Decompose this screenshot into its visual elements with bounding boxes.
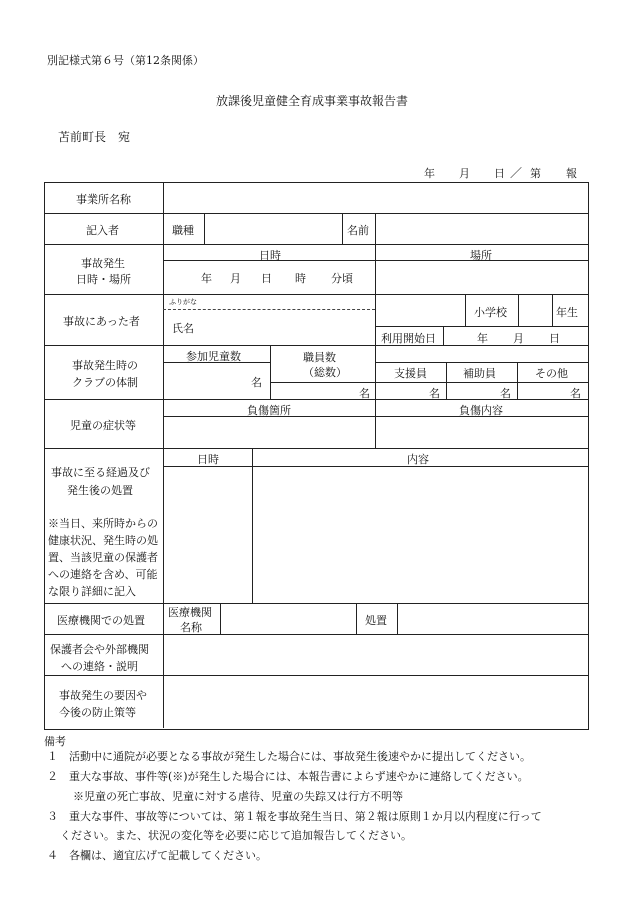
process-label-1: 事故に至る経過及び [51, 466, 150, 479]
datetime-head: 日時 [259, 249, 281, 262]
report-hou: 報 [566, 167, 577, 180]
causes-label-2: 今後の防止策等 [59, 706, 136, 719]
date-slash: ／ [510, 166, 523, 180]
row-sep [44, 294, 588, 295]
process-note-4: への連絡を含め、可能 [48, 568, 158, 581]
incident-month: 月 [230, 272, 241, 285]
col-sep [518, 294, 519, 326]
guardian-label-2: への連絡・説明 [61, 660, 138, 673]
medical-label: 医療機関での処置 [57, 614, 145, 627]
process-content-head: 内容 [407, 453, 429, 466]
row-sep [44, 603, 588, 604]
date-month: 月 [459, 167, 470, 180]
note-2-detail: ※児童の死亡事故、児童に対する虐待、児童の失踪又は行方不明等 [73, 790, 403, 803]
col-sep [220, 603, 221, 634]
furigana-label: ふりがな [169, 298, 197, 306]
symptoms-label: 児童の症状等 [70, 419, 136, 432]
incident-day: 日 [261, 272, 272, 285]
row-sep [44, 675, 588, 676]
row-sep [44, 213, 588, 214]
row-sep [44, 244, 588, 245]
form-title: 放課後児童健全育成事業事故報告書 [216, 94, 409, 108]
reporter-name-field[interactable] [377, 215, 585, 242]
col-sep [517, 362, 518, 399]
sub-row-sep [163, 466, 588, 467]
medical-institution-label-1: 医療機関 [168, 606, 212, 619]
process-content-field[interactable] [254, 468, 585, 601]
sub-row-sep [375, 362, 588, 363]
date-year: 年 [424, 167, 435, 180]
date-day: 日 [494, 167, 505, 180]
treatment-label: 処置 [365, 614, 387, 627]
start-month: 月 [513, 332, 524, 345]
reporter-role-field[interactable] [206, 215, 340, 242]
col-sep [446, 362, 447, 399]
guardian-contact-field[interactable] [165, 636, 585, 673]
col-sep [552, 294, 553, 326]
process-note-2: 健康状況、発生時の処 [48, 534, 158, 547]
injury-area-field[interactable] [165, 418, 373, 446]
process-datetime-field[interactable] [165, 468, 250, 601]
process-label-2: 発生後の処置 [67, 484, 133, 497]
child-name-label: 氏名 [172, 322, 194, 335]
col-sep [375, 345, 376, 399]
process-note-5: な限り詳細に記入 [48, 585, 136, 598]
col-sep [204, 213, 205, 244]
note-4: ４ 各欄は、適宜広げて記載してください。 [47, 849, 267, 862]
medical-institution-field[interactable] [222, 605, 354, 632]
sub-row-sep [375, 326, 588, 327]
office-name-field[interactable] [165, 184, 585, 212]
note-3: ３ 重大な事件、事故等については、第１報を事故発生当日、第２報は原則１か月以内程度に行って [47, 810, 542, 823]
furigana-divider [163, 309, 375, 310]
causes-field[interactable] [165, 677, 585, 726]
col-sep [397, 603, 398, 634]
school-field[interactable] [377, 296, 463, 324]
note-3-cont: ください。また、状況の変化等を必要に応じて追加報告してください。 [60, 829, 412, 842]
form-number: 別記様式第６号（第12条関係） [47, 54, 204, 67]
col-sep [375, 244, 376, 294]
row-sep [44, 634, 588, 635]
row-sep [44, 448, 588, 449]
incident-place-field[interactable] [377, 262, 585, 292]
injury-area-label: 負傷箇所 [247, 404, 291, 417]
note-1: １ 活動中に通院が必要となる事故が発生した場合には、事故発生後速やかに提出してください。 [47, 750, 531, 763]
staff-count-label: 職員数 [303, 351, 336, 364]
club-label-1: 事故発生時の [72, 359, 138, 372]
sub-row-sep [270, 382, 588, 383]
start-year: 年 [477, 332, 488, 345]
grade-label: 年生 [556, 306, 578, 319]
child-label: 事故にあった者 [63, 315, 140, 328]
col-sep [465, 294, 466, 326]
notes-heading: 備考 [44, 735, 66, 748]
process-note-1: ※当日、来所時からの [48, 517, 158, 530]
process-note-3: 置、当該児童の保護者 [48, 551, 158, 564]
grade-field[interactable] [520, 296, 550, 324]
school-label: 小学校 [474, 306, 507, 319]
children-count-label: 参加児童数 [186, 350, 241, 363]
other-staff-unit[interactable]: 名 [570, 387, 581, 400]
staff-count-label-2: （総数） [303, 366, 347, 379]
other-staff-label: その他 [535, 367, 568, 380]
col-sep [375, 213, 376, 244]
incident-year: 年 [201, 272, 212, 285]
office-name-label: 事業所名称 [76, 193, 131, 206]
club-label-2: クラブの体制 [72, 376, 138, 389]
col-sep [356, 603, 357, 634]
children-count-unit[interactable]: 名 [251, 376, 262, 389]
process-datetime-head: 日時 [197, 453, 219, 466]
staff-count-unit[interactable]: 名 [359, 387, 370, 400]
start-day: 日 [549, 332, 560, 345]
guardian-label-1: 保護者会や外部機関 [50, 643, 149, 656]
reporter-name-label: 名前 [347, 224, 369, 237]
note-2: ２ 重大な事故、事件等(※)が発生した場合には、本報告書によらず速やかに連絡してください。 [47, 770, 529, 783]
incident-hour: 時 [295, 272, 306, 285]
medical-institution-label-2: 名称 [180, 621, 202, 634]
incident-minute: 分頃 [331, 272, 353, 285]
report-dai: 第 [530, 167, 541, 180]
datetime-label-1: 事故発生 [81, 257, 125, 270]
col-sep [443, 326, 444, 345]
row-sep [44, 345, 588, 346]
addressee: 苫前町長 宛 [58, 130, 131, 144]
treatment-field[interactable] [399, 605, 585, 632]
causes-label-1: 事故発生の要因や [59, 689, 147, 702]
child-name-field[interactable] [205, 311, 373, 343]
injury-content-label: 負傷内容 [459, 404, 503, 417]
assist-staff-label: 補助員 [463, 367, 496, 380]
reporter-role-label: 職種 [172, 224, 194, 237]
col-sep [375, 294, 376, 345]
place-head: 場所 [470, 249, 492, 262]
assist-staff-unit[interactable]: 名 [500, 387, 511, 400]
label-column-divider [163, 182, 164, 728]
support-staff-label: 支援員 [394, 367, 427, 380]
col-sep [375, 399, 376, 448]
start-date-label: 利用開始日 [381, 332, 436, 345]
datetime-label-2: 日時・場所 [76, 273, 131, 286]
col-sep [252, 448, 253, 603]
col-sep [342, 213, 343, 244]
col-sep [270, 345, 271, 399]
injury-content-field[interactable] [377, 418, 585, 446]
reporter-label: 記入者 [86, 224, 119, 237]
support-staff-unit[interactable]: 名 [429, 387, 440, 400]
